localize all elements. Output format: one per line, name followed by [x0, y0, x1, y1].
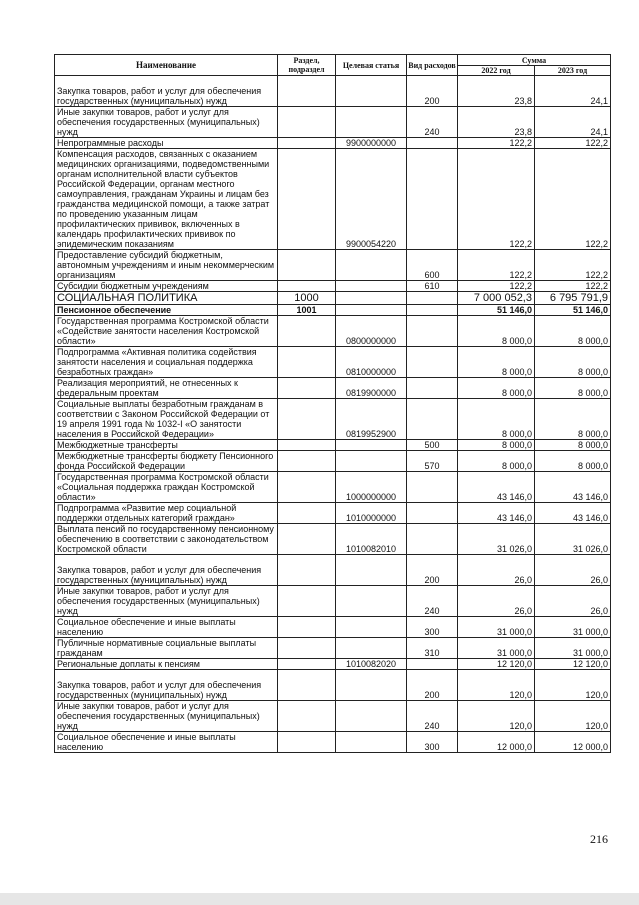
cell-name: Закупка товаров, работ и услуг для обеспечения государственных (муниципальных) нужд: [55, 76, 278, 107]
cell-2022: 23,8: [458, 107, 535, 138]
cell-2022: 26,0: [458, 586, 535, 617]
cell-section: [278, 107, 336, 138]
cell-2022: 8 000,0: [458, 378, 535, 399]
cell-target: [336, 281, 407, 292]
cell-2022: 122,2: [458, 138, 535, 149]
cell-target: [336, 732, 407, 753]
cell-section: [278, 472, 336, 503]
cell-2022: 31 026,0: [458, 524, 535, 555]
cell-2023: 122,2: [535, 281, 611, 292]
cell-section: [278, 451, 336, 472]
table-row: [55, 107, 611, 138]
header-section: Раздел, подраздел: [278, 55, 336, 76]
cell-section: [278, 503, 336, 524]
cell-section: [278, 555, 336, 586]
cell-section: [278, 378, 336, 399]
cell-2023: 24,1: [535, 107, 611, 138]
cell-name: Иные закупки товаров, работ и услуг для обеспечения государственных (муниципальных) нужд: [55, 701, 278, 732]
cell-type: 310: [407, 638, 458, 659]
header-2022: 2022 год: [458, 66, 535, 76]
cell-section: [278, 586, 336, 617]
table-row: [55, 503, 611, 524]
cell-type: 300: [407, 617, 458, 638]
cell-2023: 6 795 791,9: [535, 292, 611, 305]
cell-name: СОЦИАЛЬНАЯ ПОЛИТИКА: [55, 292, 278, 305]
cell-target: 0800000000: [336, 316, 407, 347]
cell-section: [278, 524, 336, 555]
cell-type: 200: [407, 670, 458, 701]
table-row: [55, 617, 611, 638]
cell-2023: 8 000,0: [535, 316, 611, 347]
table-row: [55, 347, 611, 378]
cell-target: [336, 586, 407, 617]
cell-section: [278, 617, 336, 638]
cell-2022: 8 000,0: [458, 399, 535, 440]
table-header: [55, 55, 611, 76]
cell-target: [336, 670, 407, 701]
table-body: [55, 76, 611, 753]
cell-target: 9900000000: [336, 138, 407, 149]
cell-name: Региональные доплаты к пенсиям: [55, 659, 278, 670]
cell-target: [336, 701, 407, 732]
cell-2022: 12 000,0: [458, 732, 535, 753]
cell-2022: 122,2: [458, 250, 535, 281]
cell-section: [278, 76, 336, 107]
cell-2023: 26,0: [535, 555, 611, 586]
cell-section: 1000: [278, 292, 336, 305]
cell-2023: 31 000,0: [535, 638, 611, 659]
cell-section: [278, 440, 336, 451]
cell-name: Пенсионное обеспечение: [55, 305, 278, 316]
cell-section: [278, 670, 336, 701]
cell-2023: 122,2: [535, 250, 611, 281]
cell-type: [407, 305, 458, 316]
cell-name: Межбюджетные трансферты: [55, 440, 278, 451]
cell-name: Непрограммные расходы: [55, 138, 278, 149]
table-row: [55, 305, 611, 316]
cell-section: [278, 138, 336, 149]
cell-name: Государственная программа Костромской области «Содействие занятости населения Костромской области»: [55, 316, 278, 347]
cell-name: Подпрограмма «Развитие мер социальной поддержки отдельных категорий граждан»: [55, 503, 278, 524]
cell-target: [336, 451, 407, 472]
cell-type: [407, 149, 458, 250]
cell-2022: 8 000,0: [458, 316, 535, 347]
cell-section: 1001: [278, 305, 336, 316]
cell-2023: 8 000,0: [535, 440, 611, 451]
cell-target: 0819952900: [336, 399, 407, 440]
cell-type: 300: [407, 732, 458, 753]
cell-2022: 8 000,0: [458, 440, 535, 451]
cell-2023: 31 026,0: [535, 524, 611, 555]
cell-2022: 43 146,0: [458, 472, 535, 503]
cell-name: Социальное обеспечение и иные выплаты населению: [55, 732, 278, 753]
cell-section: [278, 638, 336, 659]
cell-2022: 43 146,0: [458, 503, 535, 524]
cell-name: Реализация мероприятий, не отнесенных к федеральным проектам: [55, 378, 278, 399]
cell-2023: 8 000,0: [535, 347, 611, 378]
cell-name: Государственная программа Костромской области «Социальная поддержка граждан Костромской области»: [55, 472, 278, 503]
table-row: [55, 701, 611, 732]
cell-type: 200: [407, 555, 458, 586]
cell-name: Субсидии бюджетным учреждениям: [55, 281, 278, 292]
cell-type: [407, 378, 458, 399]
cell-name: Закупка товаров, работ и услуг для обеспечения государственных (муниципальных) нужд: [55, 555, 278, 586]
cell-type: [407, 472, 458, 503]
cell-2023: 43 146,0: [535, 472, 611, 503]
cell-2022: 26,0: [458, 555, 535, 586]
cell-type: [407, 316, 458, 347]
cell-2023: 12 000,0: [535, 732, 611, 753]
cell-section: [278, 347, 336, 378]
page-number: 216: [590, 832, 608, 846]
cell-2023: 120,0: [535, 670, 611, 701]
cell-section: [278, 281, 336, 292]
cell-2022: 120,0: [458, 701, 535, 732]
header-target: Целевая статья: [336, 55, 407, 76]
cell-target: [336, 305, 407, 316]
cell-section: [278, 659, 336, 670]
table-row: [55, 138, 611, 149]
cell-target: 0810000000: [336, 347, 407, 378]
cell-target: 0819900000: [336, 378, 407, 399]
table-row: [55, 524, 611, 555]
table-row: [55, 732, 611, 753]
cell-2023: 31 000,0: [535, 617, 611, 638]
cell-section: [278, 250, 336, 281]
table-row: [55, 670, 611, 701]
header-sum: Сумма: [458, 55, 611, 66]
cell-type: [407, 347, 458, 378]
cell-2022: 12 120,0: [458, 659, 535, 670]
header-name: Наименование: [55, 55, 278, 76]
cell-target: [336, 555, 407, 586]
table-row: [55, 378, 611, 399]
cell-target: [336, 440, 407, 451]
cell-target: 1010082010: [336, 524, 407, 555]
cell-type: 600: [407, 250, 458, 281]
cell-type: 240: [407, 701, 458, 732]
table-row: [55, 281, 611, 292]
cell-type: 610: [407, 281, 458, 292]
cell-type: 240: [407, 586, 458, 617]
cell-2023: 122,2: [535, 149, 611, 250]
cell-name: Подпрограмма «Активная политика содействия занятости населения и социальная поддержка безработных граждан»: [55, 347, 278, 378]
cell-section: [278, 316, 336, 347]
table-row: [55, 149, 611, 250]
cell-2023: 8 000,0: [535, 378, 611, 399]
cell-section: [278, 149, 336, 250]
cell-name: Социальное обеспечение и иные выплаты населению: [55, 617, 278, 638]
cell-section: [278, 701, 336, 732]
table-row: [55, 292, 611, 305]
cell-2023: 24,1: [535, 76, 611, 107]
table-row: [55, 638, 611, 659]
cell-name: Публичные нормативные социальные выплаты гражданам: [55, 638, 278, 659]
cell-2022: 31 000,0: [458, 617, 535, 638]
cell-target: [336, 638, 407, 659]
cell-2023: 122,2: [535, 138, 611, 149]
table-row: [55, 399, 611, 440]
table-row: [55, 440, 611, 451]
cell-2022: 122,2: [458, 149, 535, 250]
cell-2023: 8 000,0: [535, 451, 611, 472]
cell-target: [336, 617, 407, 638]
cell-name: Иные закупки товаров, работ и услуг для обеспечения государственных (муниципальных) нужд: [55, 586, 278, 617]
table-row: [55, 472, 611, 503]
budget-sheet: [54, 54, 610, 753]
cell-type: [407, 292, 458, 305]
header-2023: 2023 год: [535, 66, 611, 76]
cell-type: [407, 399, 458, 440]
cell-target: 1010082020: [336, 659, 407, 670]
header-type: Вид расходов: [407, 55, 458, 76]
cell-2022: 120,0: [458, 670, 535, 701]
cell-name: Социальные выплаты безработным гражданам в соответствии с Законом Российской Федерации от 19 апреля 1991 года № 1032-I «О занятости населения в Российской Федерации»: [55, 399, 278, 440]
table-row: [55, 451, 611, 472]
cell-type: 500: [407, 440, 458, 451]
cell-section: [278, 732, 336, 753]
table-row: [55, 659, 611, 670]
cell-name: Закупка товаров, работ и услуг для обеспечения государственных (муниципальных) нужд: [55, 670, 278, 701]
cell-2022: 51 146,0: [458, 305, 535, 316]
table-row: [55, 555, 611, 586]
cell-type: 570: [407, 451, 458, 472]
cell-target: 1010000000: [336, 503, 407, 524]
cell-type: [407, 524, 458, 555]
cell-2023: 8 000,0: [535, 399, 611, 440]
cell-type: [407, 138, 458, 149]
cell-name: Иные закупки товаров, работ и услуг для обеспечения государственных (муниципальных) нужд: [55, 107, 278, 138]
cell-2023: 51 146,0: [535, 305, 611, 316]
cell-target: 9900054220: [336, 149, 407, 250]
cell-name: Выплата пенсий по государственному пенсионному обеспечению в соответствии с законодательством Костромской области: [55, 524, 278, 555]
cell-2022: 31 000,0: [458, 638, 535, 659]
cell-name: Межбюджетные трансферты бюджету Пенсионного фонда Российской Федерации: [55, 451, 278, 472]
cell-section: [278, 399, 336, 440]
cell-2022: 23,8: [458, 76, 535, 107]
cell-target: [336, 292, 407, 305]
scan-edge: [0, 893, 639, 905]
cell-type: [407, 503, 458, 524]
table-row: [55, 250, 611, 281]
cell-target: [336, 107, 407, 138]
cell-target: [336, 76, 407, 107]
cell-name: Компенсация расходов, связанных с оказанием медицинских организациями, подведомственными органам исполнительной власти субъектов Российской Федерации, органам местного самоуправления, гражданам Украины и лицам без гражданства медицинской помощи, а также затрат по проведению указанным лицам профилактических прививок, включенных в календарь профилактических прививок по эпидемическим показаниям: [55, 149, 278, 250]
table-row: [55, 586, 611, 617]
cell-target: [336, 250, 407, 281]
cell-type: 240: [407, 107, 458, 138]
table-row: [55, 316, 611, 347]
budget-table: [54, 54, 611, 753]
cell-type: [407, 659, 458, 670]
cell-target: 1000000000: [336, 472, 407, 503]
cell-2023: 120,0: [535, 701, 611, 732]
cell-name: Предоставление субсидий бюджетным, автономным учреждениям и иным некоммерческим организациям: [55, 250, 278, 281]
cell-2022: 122,2: [458, 281, 535, 292]
cell-type: 200: [407, 76, 458, 107]
cell-2023: 12 120,0: [535, 659, 611, 670]
cell-2023: 43 146,0: [535, 503, 611, 524]
cell-2022: 7 000 052,3: [458, 292, 535, 305]
table-row: [55, 76, 611, 107]
cell-2022: 8 000,0: [458, 347, 535, 378]
cell-2023: 26,0: [535, 586, 611, 617]
cell-2022: 8 000,0: [458, 451, 535, 472]
